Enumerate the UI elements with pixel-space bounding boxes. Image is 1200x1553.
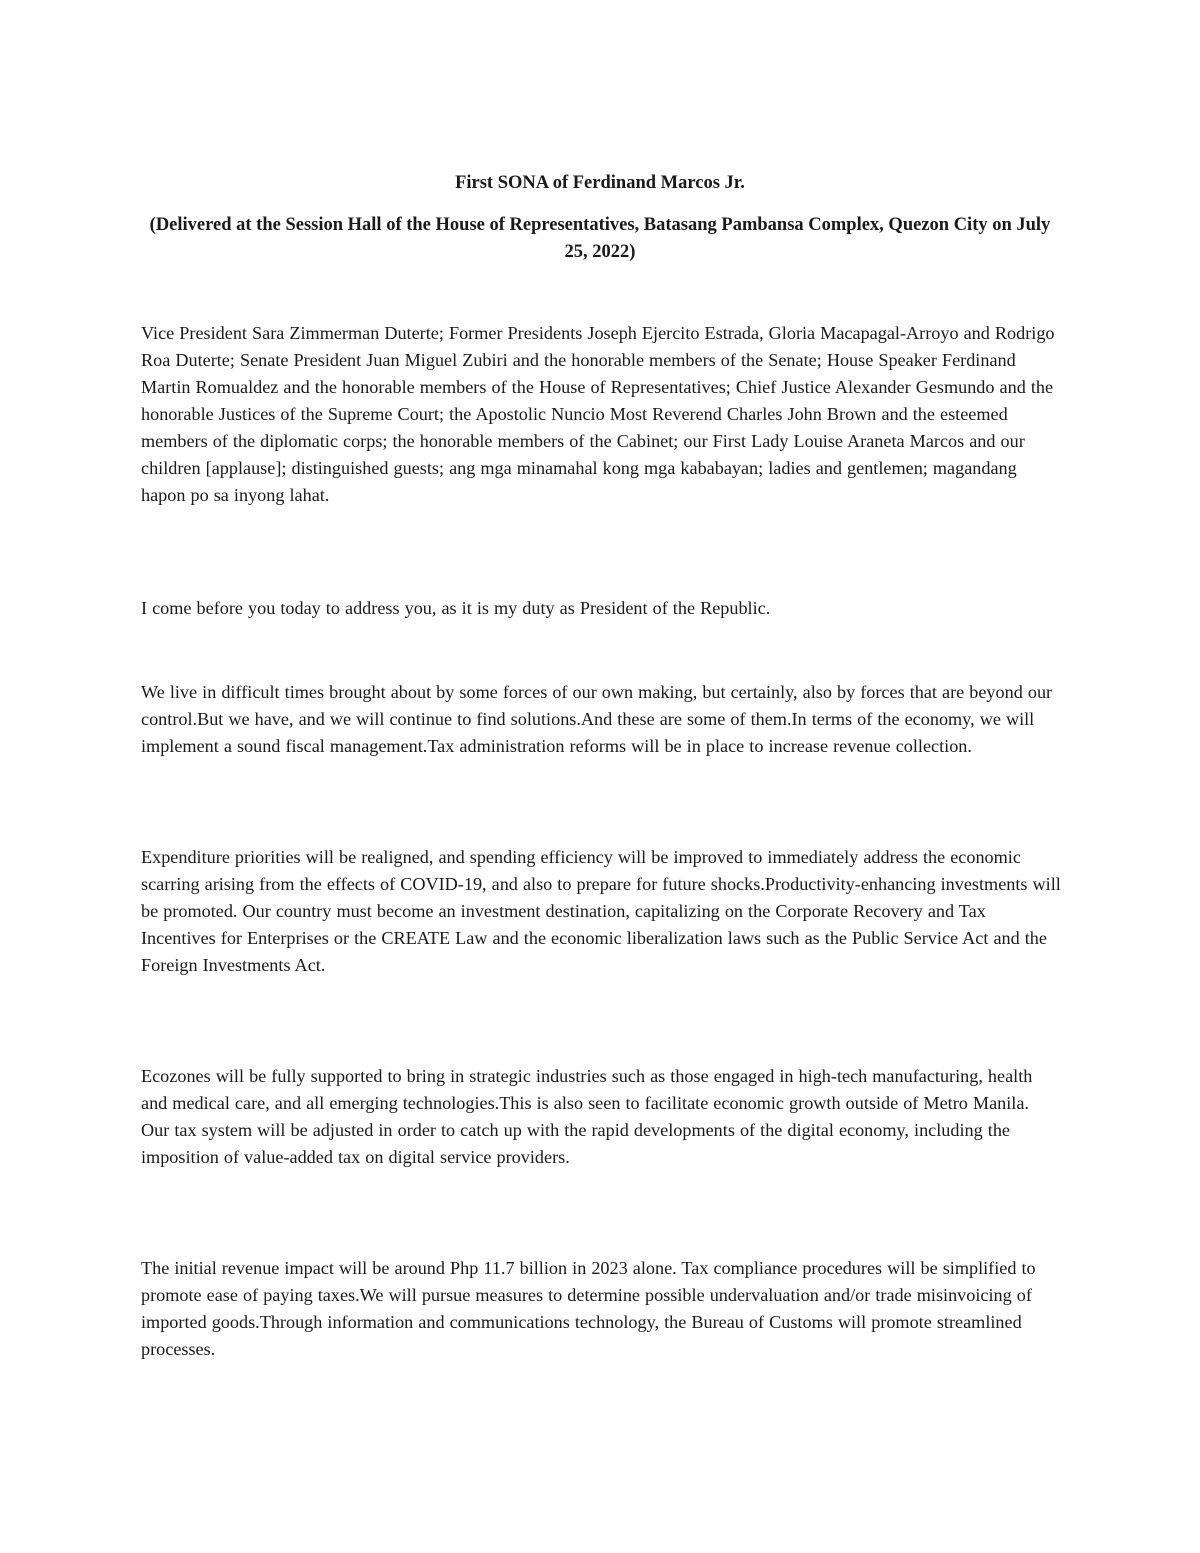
paragraph-opening: I come before you today to address you, as it is my duty as President of the Republic. (141, 598, 771, 618)
paragraph-salutation: Vice President Sara Zimmerman Duterte; Former Presidents Joseph Ejercito Estrada, Gloria Macapagal-Arroyo and Rodrigo Roa Duterte; Senate President Juan Miguel Zubiri and the honorable members of the Senate; House Speaker Ferdinand Martin Romualdez and the honorable members of the House of Representatives; Chief Justice Alexander Gesmundo and the honorable Justices of the Supreme Court; the Apostolic Nuncio Most Reverend Charles John Brown and the esteemed members of the diplomatic corps; the honorable members of the Cabinet; our First Lady Louise Araneta Marcos and our children [applause]; distinguished guests; ang mga minamahal kong mga kababayan; ladies and gentlemen; magandang hapon po sa inyong lahat. (141, 323, 1055, 505)
paragraph-revenue: The initial revenue impact will be around Php 11.7 billion in 2023 alone. Tax compliance procedures will be simplified to promote ease of paying taxes.We will pursue measures to determine possible undervaluation and/or trade misinvoicing of imported goods.Through information and communications technology, the Bureau of Customs will promote streamlined processes. (141, 1258, 1036, 1359)
paragraph-ecozones: Ecozones will be fully supported to bring in strategic industries such as those engaged in high-tech manufacturing, health and medical care, and all emerging technologies.This is also seen to facilitate economic growth outside of Metro Manila. Our tax system will be adjusted in order to catch up with the rapid developments of the digital economy, including the imposition of value-added tax on digital service providers. (141, 1066, 1033, 1167)
paragraph-economy: We live in difficult times brought about by some forces of our own making, but certainly, also by forces that are beyond our control.But we have, and we will continue to find solutions.And these are some of them.In terms of the economy, we will implement a sound fiscal management.Tax administration reforms will be in place to increase revenue collection. (141, 682, 1053, 756)
document-subtitle: (Delivered at the Session Hall of the House of Representatives, Batasang Pambansa Complex, Quezon City on July 25, 2022) (149, 215, 1051, 262)
document-title: First SONA of Ferdinand Marcos Jr. (455, 173, 745, 193)
paragraph-expenditure: Expenditure priorities will be realigned, and spending efficiency will be improved to immediately address the economic scarring arising from the effects of COVID-19, and also to prepare for future shocks.Productivity-enhancing investments will be promoted. Our country must become an investment destination, capitalizing on the Corporate Recovery and Tax Incentives for Enterprises or the CREATE Law and the economic liberalization laws such as the Public Service Act and the Foreign Investments Act. (141, 847, 1061, 975)
